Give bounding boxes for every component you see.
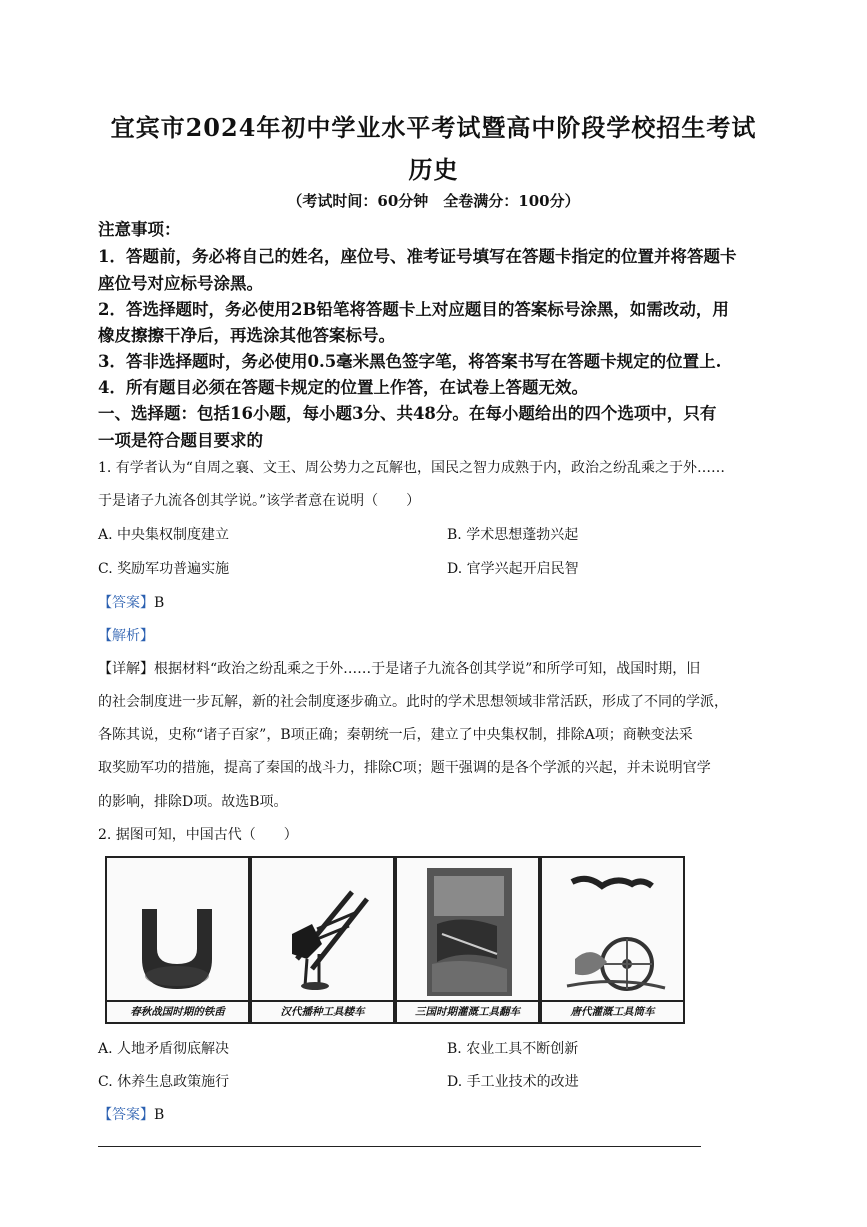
caption-square-pallet-chain-pump: 三国时期灌溉工具翻车 bbox=[415, 1006, 520, 1018]
q2-answer bbox=[98, 1104, 164, 1124]
footer-divider bbox=[98, 1146, 701, 1147]
q1-detail-line-1: 【详解】根据材料“政治之纷乱乘之于外……于是诸子九流各创其学说”和所学可知，战国时期，旧 bbox=[98, 661, 701, 677]
caption-iron-spade: 春秋战国时期的铁臿 bbox=[130, 1006, 225, 1018]
q1-detail-line-3: 各陈其说，史称“诸子百家”，B项正确；秦朝统一后，建立了中央集权制，排除A项；商鞅变法采 bbox=[98, 727, 693, 743]
q1-answer-label: 【答案】 bbox=[98, 595, 154, 611]
exam-title: 宜宾市2024年初中学业水平考试暨高中阶段学校招生考试 bbox=[110, 113, 757, 142]
section-heading-line-1: 一、选择题：包括16小题，每小题3分、共48分。在每小题给出的四个选项中，只有 bbox=[98, 404, 717, 423]
q1-option-d: D. 官学兴起开启民智 bbox=[447, 561, 579, 577]
notice-line-6: 4．所有题目必须在答题卡规定的位置上作答，在试卷上答题无效。 bbox=[98, 378, 588, 397]
q2-stem: 2. 据图可知，中国古代（ ） bbox=[98, 827, 298, 843]
notice-line-1: 1．答题前，务必将自己的姓名，座位号、准考证号填写在答题卡指定的位置并将答题卡 bbox=[98, 247, 737, 266]
section-heading-line-2: 一项是符合题目要求的 bbox=[98, 431, 263, 450]
q2-answer-value: B bbox=[154, 1107, 165, 1123]
q1-option-a: A. 中央集权制度建立 bbox=[98, 527, 230, 543]
notice-line-2: 座位号对应标号涂黑。 bbox=[98, 274, 263, 293]
figure-panel-square-pallet-chain-pump bbox=[395, 856, 540, 1024]
q1-option-b: B. 学术思想蓬勃兴起 bbox=[447, 527, 579, 543]
q1-detail-line-4: 取奖励军功的措施，提高了秦国的战斗力，排除C项；题干强调的是各个学派的兴起，并未说明官学 bbox=[98, 760, 711, 776]
exam-info: （考试时间：60分钟 全卷满分：100分） bbox=[287, 192, 580, 210]
q2-option-a: A. 人地矛盾彻底解决 bbox=[98, 1041, 230, 1057]
caption-seed-drill: 汉代播种工具耧车 bbox=[280, 1006, 365, 1018]
figure-panel-water-wheel bbox=[540, 856, 685, 1024]
water-wheel-image bbox=[547, 864, 678, 999]
q1-stem-line-2: 于是诸子九流各创其学说。”该学者意在说明（ ） bbox=[98, 493, 421, 509]
figure-panel-seed-drill bbox=[250, 856, 395, 1024]
seed-drill-image bbox=[257, 864, 388, 999]
q1-answer-value: B bbox=[154, 595, 165, 611]
q1-detail-line-2: 的社会制度进一步瓦解，新的社会制度逐步确立。此时的学术思想领域非常活跃，形成了不同的学派， bbox=[98, 694, 728, 710]
notice-line-4: 橡皮擦擦干净后，再选涂其他答案标号。 bbox=[98, 326, 395, 345]
iron-spade-image bbox=[112, 864, 243, 999]
q1-analysis-label: 【解析】 bbox=[98, 628, 154, 644]
subject-title: 历史 bbox=[408, 155, 459, 184]
notice-heading: 注意事项： bbox=[98, 220, 181, 239]
q1-stem-line-1: 1. 有学者认为“自周之襄、文王、周公势力之瓦解也，国民之智力成熟于内，政治之纷乱乘之于外…… bbox=[98, 460, 725, 476]
q2-answer-label: 【答案】 bbox=[98, 1107, 154, 1123]
notice-line-3: 2．答选择题时，务必使用2B铅笔将答题卡上对应题目的答案标号涂黑，如需改动，用 bbox=[98, 300, 729, 319]
q2-figure bbox=[105, 856, 688, 1024]
square-pallet-chain-pump-image bbox=[402, 864, 533, 999]
caption-water-wheel: 唐代灌溉工具筒车 bbox=[570, 1006, 655, 1018]
q2-option-b: B. 农业工具不断创新 bbox=[447, 1041, 579, 1057]
q2-option-c: C. 休养生息政策施行 bbox=[98, 1074, 230, 1090]
q1-option-c: C. 奖励军功普遍实施 bbox=[98, 561, 230, 577]
q1-answer bbox=[98, 592, 164, 612]
q1-detail-line-5: 的影响，排除D项。故选B项。 bbox=[98, 794, 288, 810]
notice-line-5: 3．答非选择题时，务必使用0.5毫米黑色签字笔，将答案书写在答题卡规定的位置上. bbox=[98, 352, 722, 371]
figure-panel-iron-spade bbox=[105, 856, 250, 1024]
q2-option-d: D. 手工业技术的改进 bbox=[447, 1074, 579, 1090]
